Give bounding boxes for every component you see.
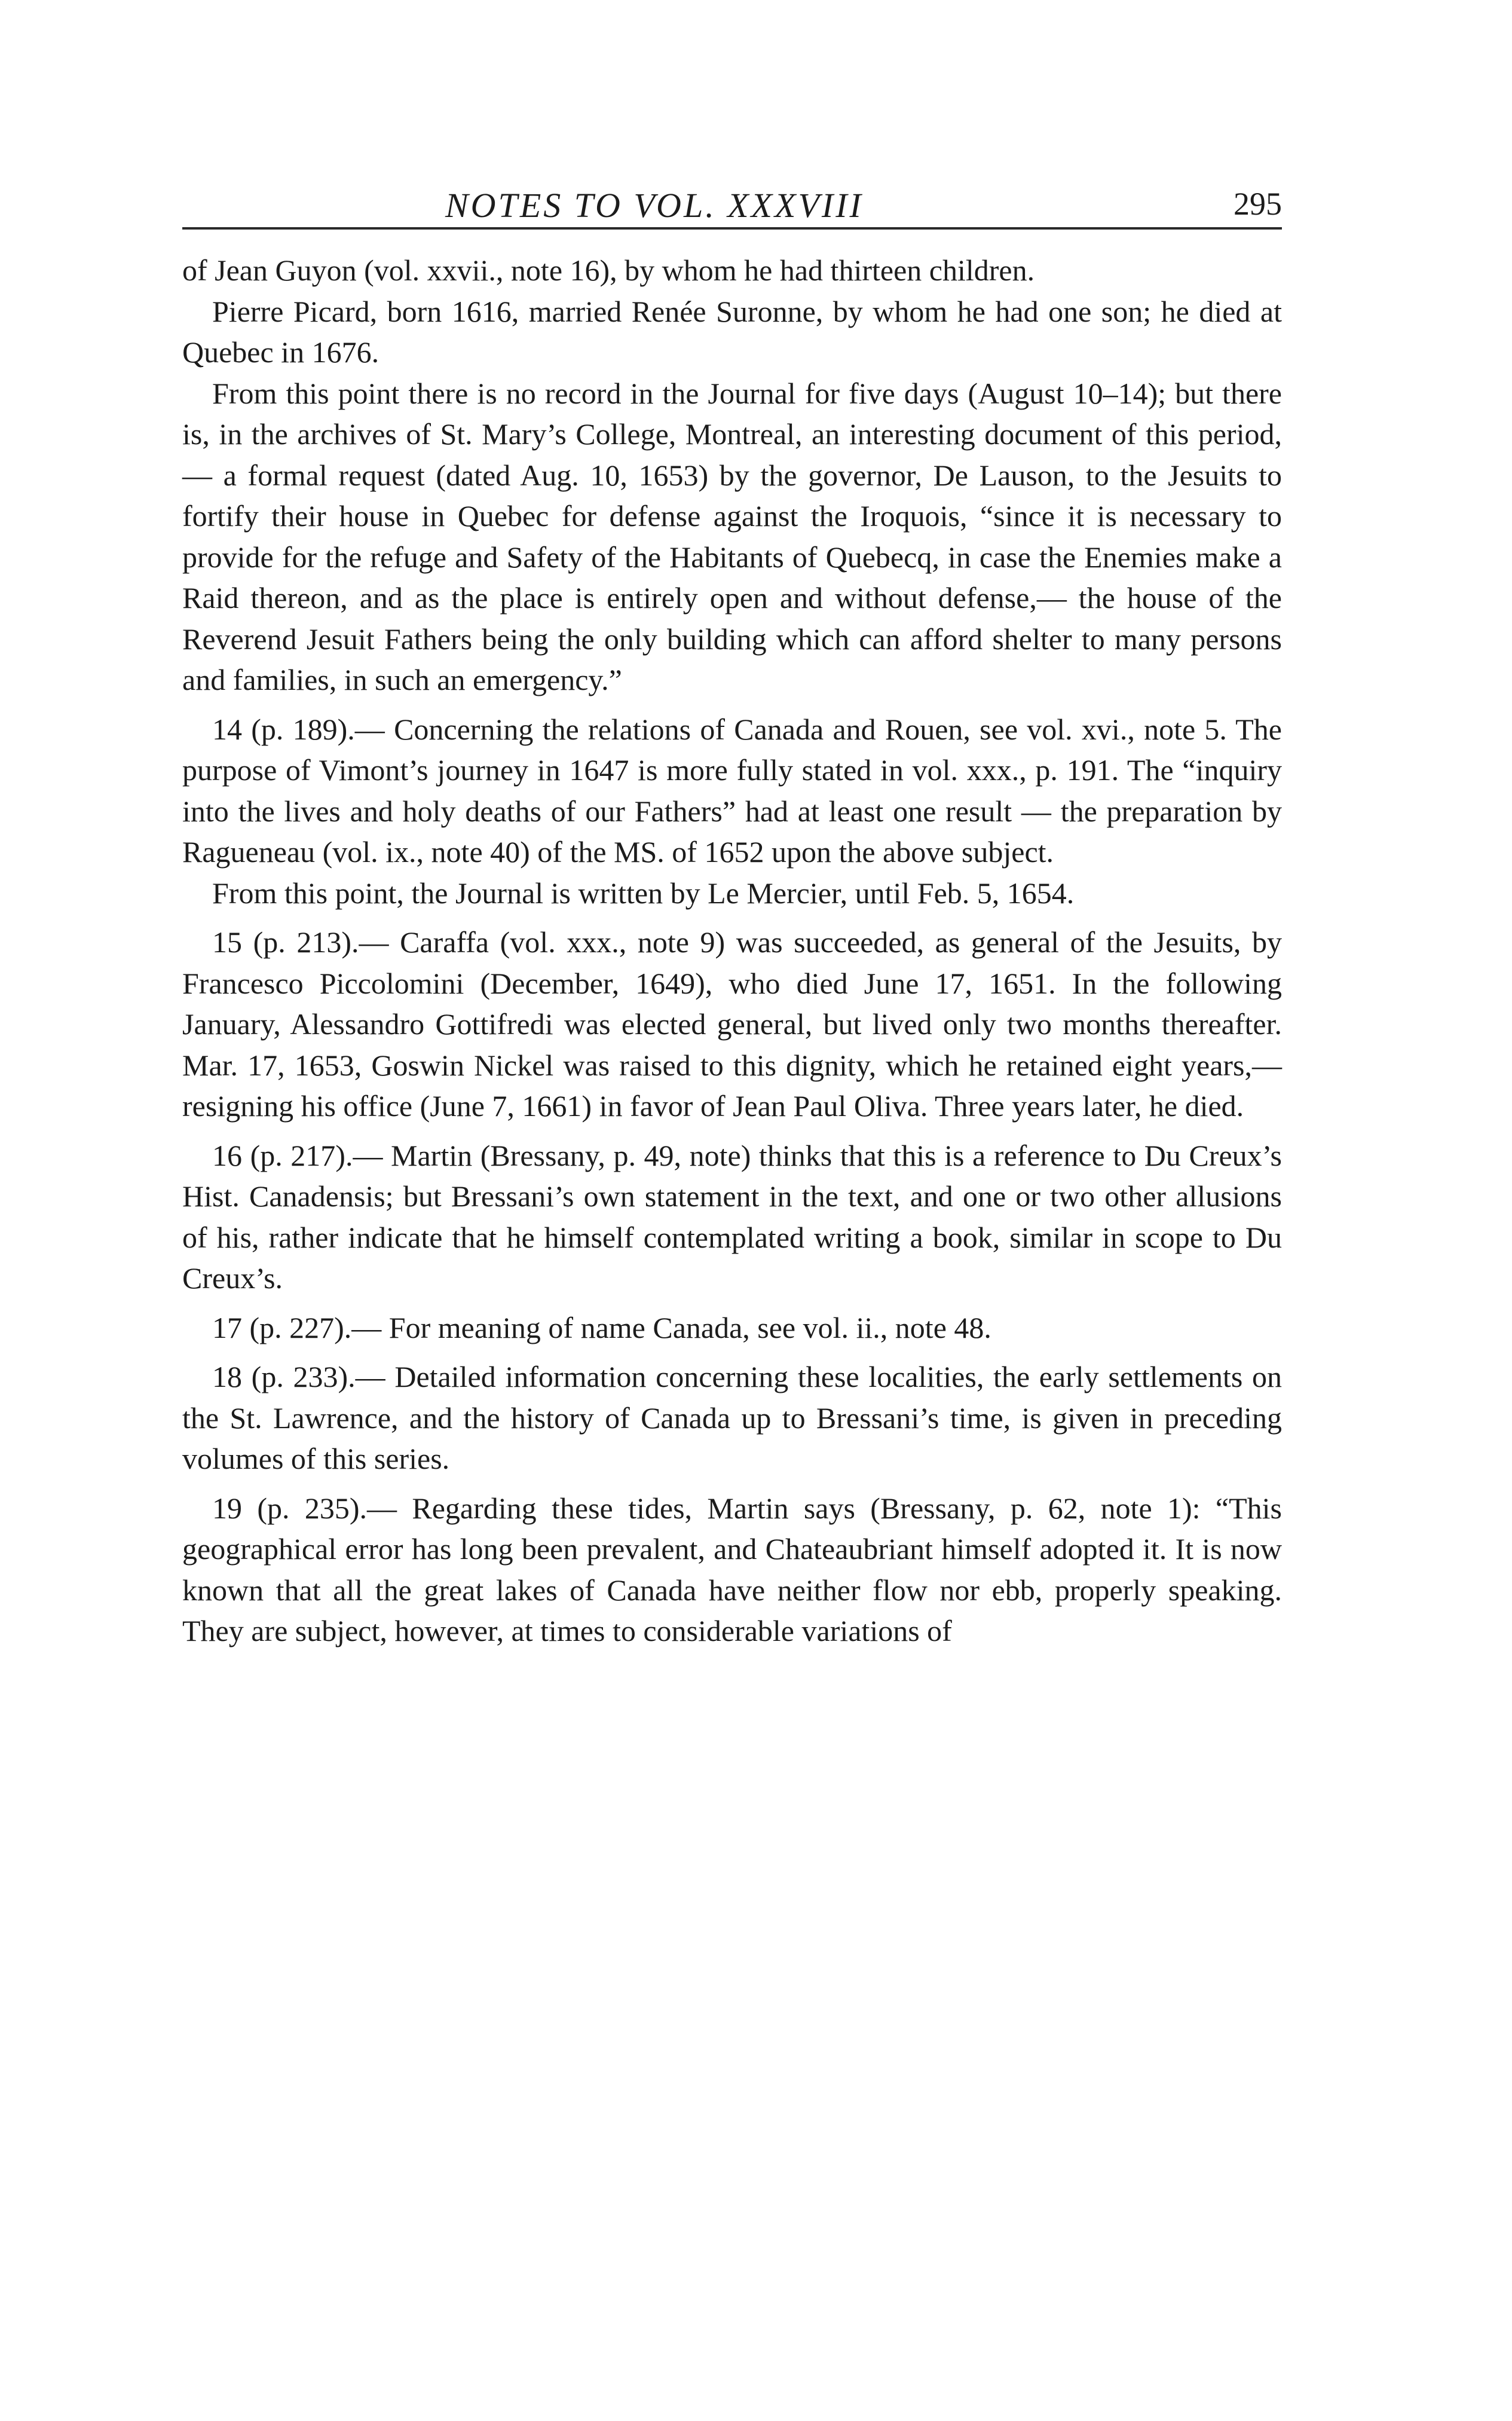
paragraph-le-mercier: From this point, the Journal is written by Le Mercier, until Feb. 5, 1654. (212, 876, 1075, 910)
page-body (182, 250, 1282, 1652)
page-header (182, 179, 1282, 230)
paragraph-continuation: of Jean Guyon (vol. xxvii., note 16), by whom he had thirteen children. (182, 253, 1035, 287)
page (182, 179, 1282, 1652)
paragraph-picard: Pierre Picard, born 1616, married Renée Suronne, by whom he had one son; he died at Quebec in 1676. (182, 294, 1282, 369)
running-head: NOTES TO VOL. XXXVIII (445, 186, 864, 225)
note-14: 14 (p. 189).— Concerning the relations of Canada and Rouen, see vol. xvi., note 5. The purpose of Vimont’s journey in 1647 is more fully stated in vol. xxx., p. 191. The “inquiry into the lives and holy deaths of our Fathers” had at least one result — the preparation by Ragueneau (vol. ix., note 40) of the MS. of 1652 upon the above subject. (182, 712, 1282, 869)
note-19: 19 (p. 235).— Regarding these tides, Martin says (Bressany, p. 62, note 1): “This geographical error has long been prevalent, and Chateaubriant himself adopted it. It is now known that all the great lakes of Canada have neither flow nor ebb, properly speaking. They are subject, however, at times to considerable variations of (182, 1491, 1282, 1647)
page-number: 295 (1234, 186, 1282, 222)
paragraph-journal-gap: From this point there is no record in the Journal for five days (August 10–14); but there is, in the archives of St. Mary’s College, Montreal, an interesting document of this period,— a formal request (dated Aug. 10, 1653) by the governor, De Lauson, to the Jesuits to fortify their house in Quebec for defense against the Iroquois, “since it is necessary to provide for the refuge and Safety of the Habitants of Quebecq, in case the Enemies make a Raid thereon, and as the place is entirely open and without defense,— the house of the Reverend Jesuit Fathers being the only building which can afford shelter to many persons and families, in such an emergency.” (182, 376, 1282, 696)
note-16: 16 (p. 217).— Martin (Bressany, p. 49, note) thinks that this is a reference to Du Creux’s Hist. Canadensis; but Bressani’s own statement in the text, and one or two other allusions of his, rather indicate that he himself contemplated writing a book, similar in scope to Du Creux’s. (182, 1138, 1282, 1295)
note-18: 18 (p. 233).— Detailed information concerning these localities, the early settlements on the St. Lawrence, and the history of Canada up to Bressani’s time, is given in preceding volumes of this series. (182, 1360, 1282, 1475)
note-17: 17 (p. 227).— For meaning of name Canada, see vol. ii., note 48. (212, 1310, 991, 1344)
note-15: 15 (p. 213).— Caraffa (vol. xxx., note 9) was succeeded, as general of the Jesuits, by Francesco Piccolomini (December, 1649), who died June 17, 1651. In the following January, Alessandro Gottifredi was elected general, but lived only two months thereafter. Mar. 17, 1653, Goswin Nickel was raised to this dignity, which he retained eight years,— resigning his office (June 7, 1661) in favor of Jean Paul Oliva. Three years later, he died. (182, 925, 1282, 1123)
